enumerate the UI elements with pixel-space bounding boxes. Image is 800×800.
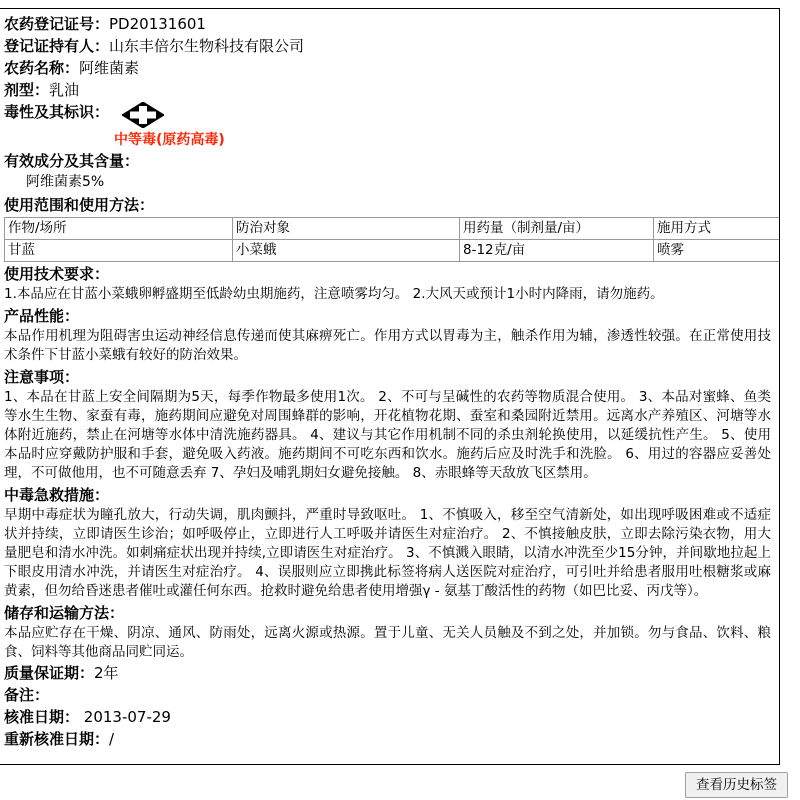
field-quality-period bbox=[4, 662, 773, 684]
field-reapproval-date bbox=[4, 728, 773, 750]
text-precautions: 1、本品在甘蓝上安全间隔期为5天，每季作物最多使用1次。 2、不可与呈碱性的农药等物质混合使用。 3、本品对蜜蜂、鱼类等水生生物、家蚕有毒，施药期间应避免对周围蜂群的影响，开花植物花期、蚕室和桑园附近禁用。远离水产养殖区、河塘等水体附近施药，禁止在河塘等水体中清洗施药器具。 4、建议与其它作用机制不同的杀虫剂轮换使用，以延缓抗性产生。 5、使用本品时应穿戴防护服和手套，避免吸入药液。施药期间不可吃东西和饮水。施药后应及时洗手和洗脸。 6、用过的容器应妥善处理，不可做他用，也不可随意丢弃 7、孕妇及哺乳期妇女避免接触。 8、赤眼蜂等天敌放飞区禁用。 bbox=[4, 389, 771, 481]
action-bar bbox=[0, 772, 800, 800]
toxicity-diamond-symbol bbox=[122, 102, 164, 128]
view-history-label-button[interactable]: 查看历史标签 bbox=[685, 772, 788, 798]
field-remarks bbox=[4, 684, 773, 706]
field-pesticide-name bbox=[4, 57, 773, 79]
field-value-reapproval-date: / bbox=[109, 730, 115, 748]
table-header-target: 防治对象 bbox=[233, 218, 460, 240]
field-label-pesticide-name: 农药名称： bbox=[4, 59, 80, 77]
heading-active-ingredient: 有效成分及其含量： bbox=[4, 152, 140, 170]
field-label-remarks: 备注： bbox=[4, 686, 50, 704]
text-technical-requirements: 1.本品应在甘蓝小菜蛾卵孵盛期至低龄幼虫期施药，注意喷雾均匀。 2.大风天或预计1小时内降雨，请勿施药。 bbox=[4, 286, 664, 302]
field-label-registration-number: 农药登记证号： bbox=[4, 15, 110, 33]
text-product-performance: 本品作用机理为阻碍害虫运动神经信息传递而使其麻痹死亡。作用方式以胃毒为主，触杀作用为辅，渗透性较强。在正常使用技术条件下甘蓝小菜蛾有较好的防治效果。 bbox=[4, 328, 771, 363]
table-row bbox=[5, 240, 781, 262]
label-content-frame bbox=[0, 8, 780, 765]
field-value-approval-date: 2013-07-29 bbox=[83, 708, 171, 726]
heading-first-aid: 中毒急救措施： bbox=[4, 486, 110, 504]
usage-table bbox=[4, 217, 780, 262]
field-value-pesticide-name: 阿维菌素 bbox=[79, 59, 140, 77]
table-cell-dosage: 8-12克/亩 bbox=[460, 240, 654, 262]
table-header-method: 施用方式 bbox=[654, 218, 781, 240]
field-toxicity bbox=[4, 101, 773, 131]
table-header-dosage: 用药量（制剂量/亩） bbox=[460, 218, 654, 240]
field-value-registration-number: PD20131601 bbox=[109, 15, 206, 33]
text-first-aid: 早期中毒症状为瞳孔放大，行动失调，肌肉颤抖，严重时导致呕吐。 1、不慎吸入，移至空气清新处，如出现呼吸困难或不适症状并持续，立即请医生诊治；如呼吸停止，立即进行人工呼吸并请医生对症治疗。 2、不慎接触皮肤，立即去除污染衣物，用大量肥皂和清水冲洗。如刺痛症状出现并持续,立即请医生对症治疗。 3、不慎溅入眼睛，以清水冲洗至少15分钟，并间歇地拉起上下眼皮用清水冲洗，并请医生对症治疗。 4、误服则应立即携此标签将病人送医院对症治疗，可引吐并给患者服用吐根糖浆或麻黄素，但勿给昏迷患者催吐或灌任何东西。抢救时避免给患者使用增强γ - 氨基丁酸活性的药物（如巴比妥、丙戊等）。 bbox=[4, 507, 771, 599]
field-value-quality-period: 2年 bbox=[94, 664, 119, 682]
field-registration-number bbox=[4, 13, 773, 35]
field-label-formulation-type: 剂型： bbox=[4, 81, 50, 99]
table-header-crop: 作物/场所 bbox=[5, 218, 233, 240]
table-header-row bbox=[5, 218, 781, 240]
table-cell-method: 喷雾 bbox=[654, 240, 781, 262]
heading-technical-requirements: 使用技术要求： bbox=[4, 265, 110, 283]
field-label-approval-date: 核准日期： bbox=[4, 708, 80, 726]
field-value-formulation-type: 乳油 bbox=[49, 81, 80, 99]
table-cell-crop: 甘蓝 bbox=[5, 240, 233, 262]
heading-storage-transport: 储存和运输方法： bbox=[4, 604, 125, 622]
text-storage-transport: 本品应贮存在干燥、阴凉、通风、防雨处，远离火源或热源。置于儿童、无关人员触及不到之处，并加锁。勿与食品、饮料、粮食、饲料等其他商品同贮同运。 bbox=[4, 625, 771, 660]
table-cell-target: 小菜蛾 bbox=[233, 240, 460, 262]
field-label-registrant-holder: 登记证持有人： bbox=[4, 37, 110, 55]
field-label-quality-period: 质量保证期： bbox=[4, 664, 95, 682]
field-formulation-type bbox=[4, 79, 773, 101]
field-value-registrant-holder: 山东丰倍尔生物科技有限公司 bbox=[109, 37, 305, 55]
field-label-toxicity: 毒性及其标识： bbox=[4, 103, 110, 121]
field-approval-date bbox=[4, 706, 773, 728]
field-registrant-holder bbox=[4, 35, 773, 57]
toxicity-caption: 中等毒(原药高毒) bbox=[114, 132, 225, 148]
value-active-ingredient: 阿维菌素5% bbox=[26, 174, 105, 190]
heading-usage-scope: 使用范围和使用方法： bbox=[4, 196, 155, 214]
field-label-reapproval-date: 重新核准日期： bbox=[4, 730, 110, 748]
heading-precautions: 注意事项： bbox=[4, 368, 80, 386]
heading-product-performance: 产品性能： bbox=[4, 307, 80, 325]
